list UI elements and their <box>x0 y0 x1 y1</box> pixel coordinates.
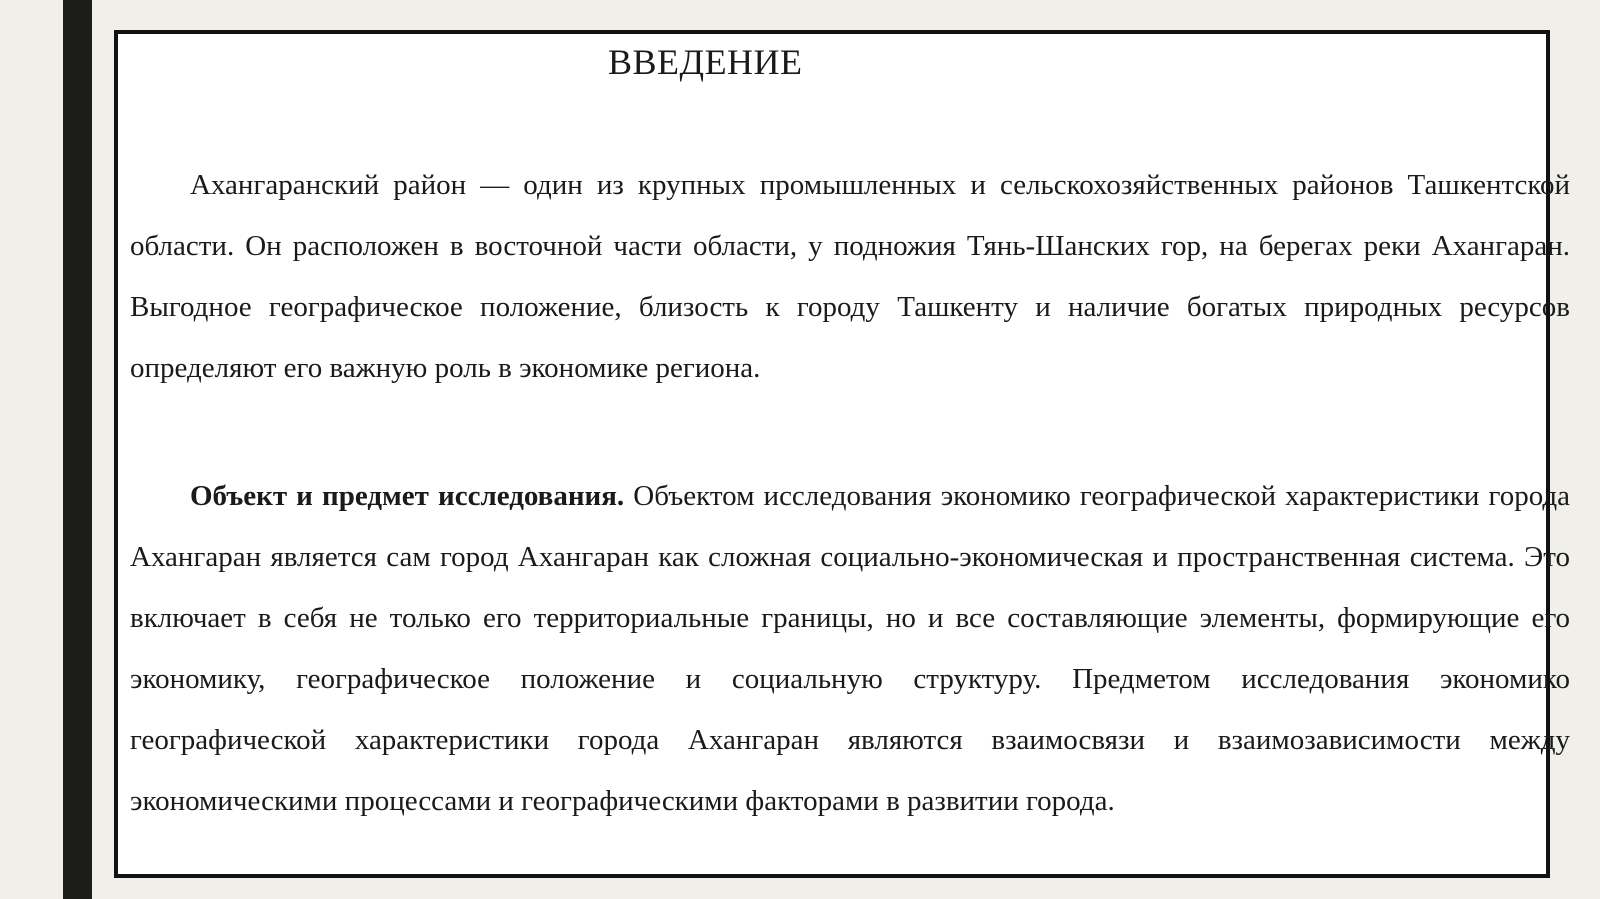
research-object-heading: Объект и предмет исследования. <box>190 480 625 512</box>
research-object-paragraph <box>130 466 1570 832</box>
research-object-text: Объектом исследования экономико географической характеристики города Ахангаран является сам город Ахангаран как сложная социально-экономическая и пространственная система. Это включает в себя не только его территориальные границы, но и все составляющие элементы, формирующие его экономику, географическое положение и социальную структуру. Предметом исследования экономико географической характеристики города Ахангаран являются взаимосвязи и взаимозависимости между экономическими процессами и географическими факторами в развитии города. <box>130 480 1570 817</box>
intro-paragraph: Ахангаранский район — один из крупных промышленных и сельскохозяйственных районов Ташкентской области. Он расположен в восточной части области, у подножия Тянь-Шанских гор, на берегах реки Ахангаран. Выгодное географическое положение, близость к городу Ташкенту и наличие богатых природных ресурсов определяют его важную роль в экономике региона. <box>130 169 1570 384</box>
slide-side-bar <box>63 0 92 899</box>
page-title: ВВЕДЕНИЕ <box>608 42 803 82</box>
slide-content <box>130 30 1570 890</box>
